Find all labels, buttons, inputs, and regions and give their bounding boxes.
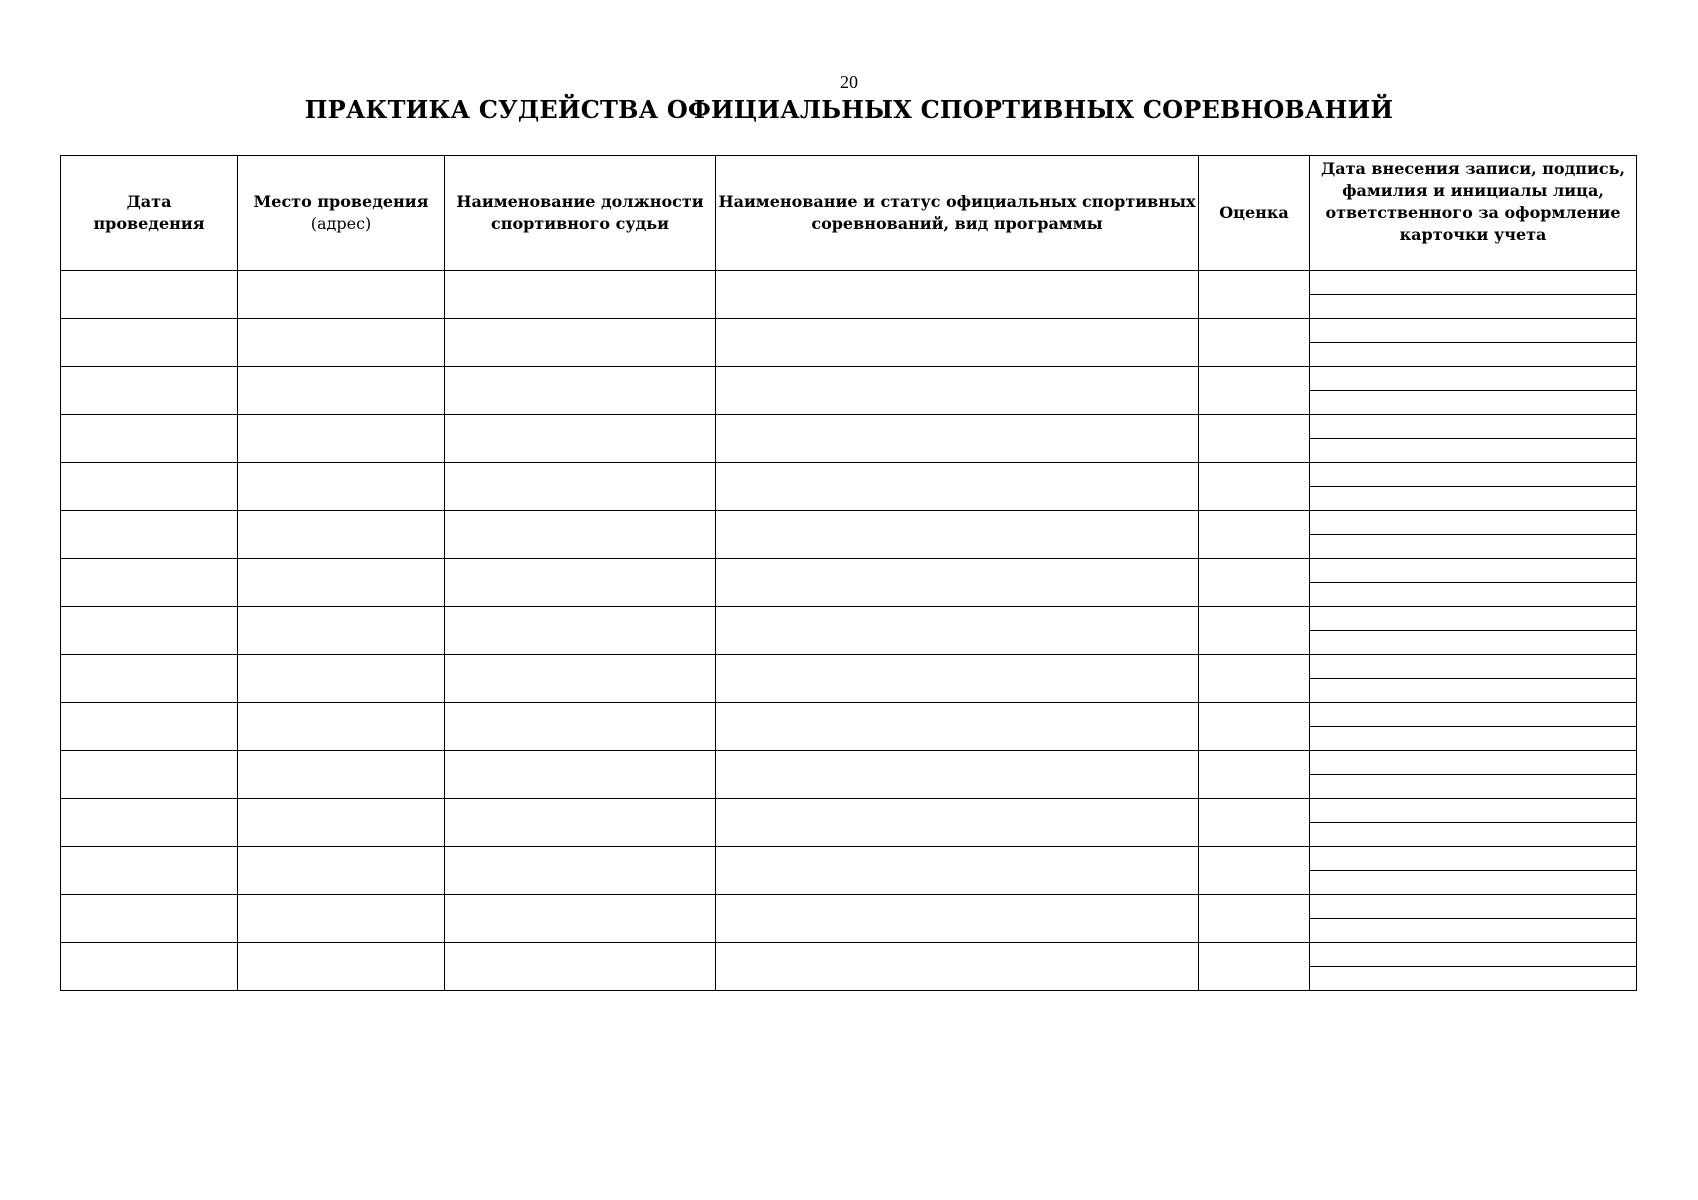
table-row: [61, 895, 1637, 919]
table-row: [61, 463, 1637, 487]
table-row: [61, 415, 1637, 439]
table-row: [61, 655, 1637, 679]
cell-position[interactable]: [445, 751, 716, 799]
cell-entry-upper[interactable]: [1310, 511, 1637, 535]
table-row: [61, 559, 1637, 583]
cell-entry-upper[interactable]: [1310, 415, 1637, 439]
cell-entry-lower[interactable]: [1310, 487, 1637, 511]
cell-position[interactable]: [445, 415, 716, 463]
cell-competition[interactable]: [716, 511, 1199, 559]
table-row: [61, 799, 1637, 823]
judging-practice-table: [60, 155, 1637, 991]
cell-entry-lower[interactable]: [1310, 295, 1637, 319]
cell-date[interactable]: [61, 607, 238, 655]
table-row: [61, 703, 1637, 727]
table-body: [61, 271, 1637, 991]
header-place-line2: (адрес): [310, 214, 372, 233]
cell-date[interactable]: [61, 799, 238, 847]
cell-place[interactable]: [238, 463, 445, 511]
table-row: [61, 319, 1637, 343]
cell-competition[interactable]: [716, 319, 1199, 367]
cell-grade[interactable]: [1199, 271, 1310, 319]
cell-position[interactable]: [445, 463, 716, 511]
table-row: [61, 943, 1637, 967]
cell-entry-lower[interactable]: [1310, 775, 1637, 799]
cell-grade[interactable]: [1199, 463, 1310, 511]
cell-position[interactable]: [445, 367, 716, 415]
cell-competition[interactable]: [716, 367, 1199, 415]
cell-date[interactable]: [61, 943, 238, 991]
cell-date[interactable]: [61, 751, 238, 799]
cell-date[interactable]: [61, 895, 238, 943]
cell-grade[interactable]: [1199, 511, 1310, 559]
cell-entry-lower[interactable]: [1310, 679, 1637, 703]
page-title: ПРАКТИКА СУДЕЙСТВА ОФИЦИАЛЬНЫХ СПОРТИВНЫХ СОРЕВНОВАНИЙ: [304, 95, 1394, 124]
cell-position[interactable]: [445, 895, 716, 943]
table-row: [61, 847, 1637, 871]
header-competition-text: Наименование и статус официальных спортивных соревнований, вид программы: [718, 192, 1196, 233]
cell-place[interactable]: [238, 511, 445, 559]
cell-entry-lower[interactable]: [1310, 823, 1637, 847]
cell-competition[interactable]: [716, 751, 1199, 799]
cell-entry-lower[interactable]: [1310, 583, 1637, 607]
cell-entry-upper[interactable]: [1310, 559, 1637, 583]
cell-entry-lower[interactable]: [1310, 919, 1637, 943]
cell-entry-lower[interactable]: [1310, 343, 1637, 367]
cell-competition[interactable]: [716, 607, 1199, 655]
cell-entry-upper[interactable]: [1310, 799, 1637, 823]
cell-date[interactable]: [61, 559, 238, 607]
cell-competition[interactable]: [716, 271, 1199, 319]
cell-competition[interactable]: [716, 415, 1199, 463]
cell-entry-upper[interactable]: [1310, 271, 1637, 295]
cell-grade[interactable]: [1199, 847, 1310, 895]
cell-date[interactable]: [61, 847, 238, 895]
cell-entry-upper[interactable]: [1310, 703, 1637, 727]
cell-date[interactable]: [61, 271, 238, 319]
cell-entry-lower[interactable]: [1310, 391, 1637, 415]
header-place-line1: Место проведения: [253, 192, 429, 211]
cell-position[interactable]: [445, 655, 716, 703]
cell-position[interactable]: [445, 319, 716, 367]
cell-grade[interactable]: [1199, 559, 1310, 607]
cell-date[interactable]: [61, 415, 238, 463]
cell-place[interactable]: [238, 655, 445, 703]
cell-entry-upper[interactable]: [1310, 367, 1637, 391]
cell-competition[interactable]: [716, 943, 1199, 991]
cell-place[interactable]: [238, 943, 445, 991]
header-date-line1: Дата: [126, 192, 172, 211]
cell-entry-upper[interactable]: [1310, 895, 1637, 919]
cell-entry-lower[interactable]: [1310, 439, 1637, 463]
cell-position[interactable]: [445, 511, 716, 559]
cell-grade[interactable]: [1199, 703, 1310, 751]
cell-grade[interactable]: [1199, 655, 1310, 703]
cell-competition[interactable]: [716, 559, 1199, 607]
table-row: [61, 511, 1637, 535]
table-header-row: [61, 156, 1637, 271]
cell-position[interactable]: [445, 943, 716, 991]
cell-grade[interactable]: [1199, 607, 1310, 655]
cell-place[interactable]: [238, 607, 445, 655]
cell-place[interactable]: [238, 559, 445, 607]
table-row: [61, 607, 1637, 631]
cell-competition[interactable]: [716, 655, 1199, 703]
header-place: [238, 156, 445, 271]
cell-entry-upper[interactable]: [1310, 751, 1637, 775]
cell-grade[interactable]: [1199, 943, 1310, 991]
cell-place[interactable]: [238, 367, 445, 415]
cell-entry-lower[interactable]: [1310, 967, 1637, 991]
cell-grade[interactable]: [1199, 415, 1310, 463]
cell-position[interactable]: [445, 559, 716, 607]
cell-entry-lower[interactable]: [1310, 871, 1637, 895]
cell-date[interactable]: [61, 511, 238, 559]
header-grade: [1199, 156, 1310, 271]
cell-place[interactable]: [238, 703, 445, 751]
cell-date[interactable]: [61, 655, 238, 703]
cell-date[interactable]: [61, 463, 238, 511]
cell-entry-lower[interactable]: [1310, 535, 1637, 559]
cell-entry-upper[interactable]: [1310, 319, 1637, 343]
cell-position[interactable]: [445, 703, 716, 751]
cell-grade[interactable]: [1199, 799, 1310, 847]
header-entry-text: Дата внесения записи, подпись, фамилия и инициалы лица, ответственного за оформление карточки учета: [1320, 159, 1626, 244]
table-row: [61, 271, 1637, 295]
header-grade-text: Оценка: [1219, 203, 1289, 222]
cell-entry-lower[interactable]: [1310, 631, 1637, 655]
cell-grade[interactable]: [1199, 751, 1310, 799]
header-competition: [716, 156, 1199, 271]
cell-date[interactable]: [61, 319, 238, 367]
cell-grade[interactable]: [1199, 895, 1310, 943]
cell-grade[interactable]: [1199, 319, 1310, 367]
cell-competition[interactable]: [716, 799, 1199, 847]
cell-entry-lower[interactable]: [1310, 727, 1637, 751]
header-entry: [1310, 156, 1637, 271]
header-date: [61, 156, 238, 271]
header-position: [445, 156, 716, 271]
table-row: [61, 751, 1637, 775]
cell-position[interactable]: [445, 607, 716, 655]
cell-position[interactable]: [445, 271, 716, 319]
cell-place[interactable]: [238, 799, 445, 847]
header-date-line2: проведения: [93, 214, 205, 233]
cell-entry-upper[interactable]: [1310, 943, 1637, 967]
cell-place[interactable]: [238, 751, 445, 799]
cell-entry-upper[interactable]: [1310, 607, 1637, 631]
cell-place[interactable]: [238, 895, 445, 943]
table-row: [61, 367, 1637, 391]
cell-date[interactable]: [61, 703, 238, 751]
cell-place[interactable]: [238, 847, 445, 895]
page-number: 20: [840, 72, 858, 92]
cell-place[interactable]: [238, 271, 445, 319]
cell-place[interactable]: [238, 319, 445, 367]
cell-position[interactable]: [445, 799, 716, 847]
cell-entry-upper[interactable]: [1310, 655, 1637, 679]
cell-entry-upper[interactable]: [1310, 463, 1637, 487]
cell-entry-upper[interactable]: [1310, 847, 1637, 871]
cell-date[interactable]: [61, 367, 238, 415]
cell-competition[interactable]: [716, 703, 1199, 751]
cell-position[interactable]: [445, 847, 716, 895]
cell-place[interactable]: [238, 415, 445, 463]
cell-competition[interactable]: [716, 463, 1199, 511]
cell-grade[interactable]: [1199, 367, 1310, 415]
cell-competition[interactable]: [716, 895, 1199, 943]
header-position-text: Наименование должности спортивного судьи: [456, 192, 704, 233]
cell-competition[interactable]: [716, 847, 1199, 895]
